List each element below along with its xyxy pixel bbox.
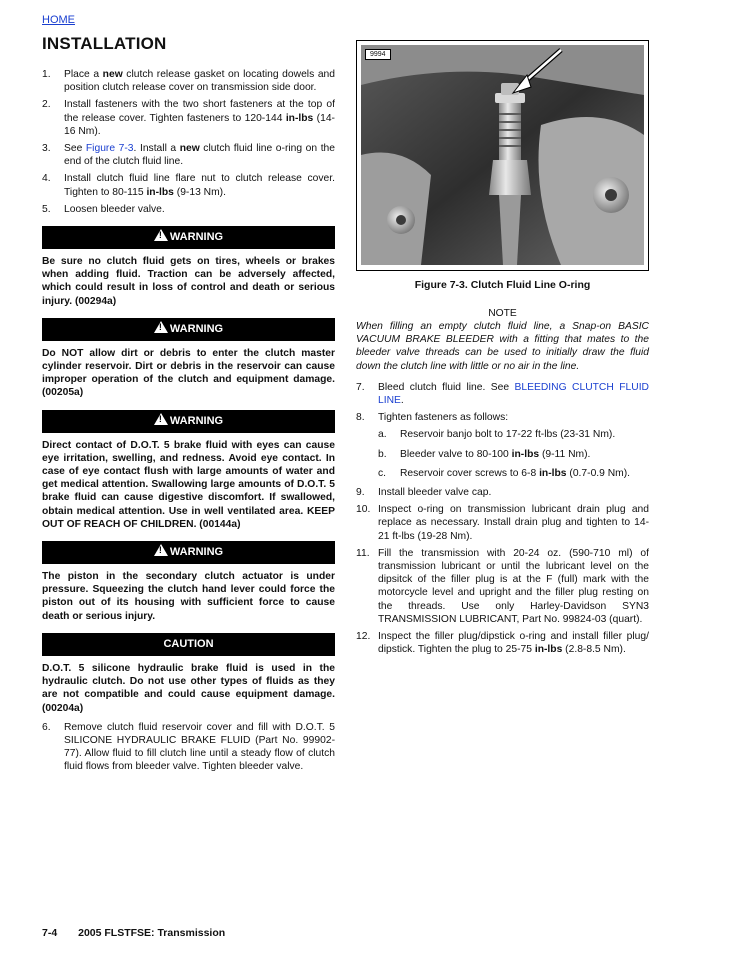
procedure-step xyxy=(378,467,649,480)
warning-triangle-icon: ! xyxy=(154,544,168,556)
step-text: See Figure 7-3. Install a new clutch fluid line o-ring on the end of the clutch fluid line. xyxy=(64,143,336,168)
step-text: Reservoir banjo bolt to 17-22 ft-lbs (23-31 Nm). xyxy=(400,429,616,441)
procedure-step xyxy=(378,428,649,441)
procedure-step xyxy=(42,172,335,198)
warning-triangle-icon: ! xyxy=(154,229,168,241)
procedure-step xyxy=(356,486,649,499)
warning-text: The piston in the secondary clutch actuator is under pressure. Squeezing the clutch hand lever could force the piston out of its housing with sufficient force to cause death or serious injury. xyxy=(42,571,335,622)
warning-text: Direct contact of D.O.T. 5 brake fluid with eyes can cause eye irritation, swelling, and redness. Avoid eye contact. In case of eye contact flush with large amounts of water and get medical attention. Swallowing large amounts of D.O.T. 5 brake fluid can cause digestive discomfort. If swallowed, obtain medical attention. Use in well ventilated area. KEEP OUT OF REACH OF CHILDREN. (00144a) xyxy=(42,439,335,530)
warnings-block xyxy=(42,226,335,623)
step-number: 10. xyxy=(356,504,371,516)
steps-list-3 xyxy=(356,486,649,656)
step-number: c. xyxy=(378,467,387,479)
procedure-step xyxy=(42,203,335,216)
figure-id-label: 9994 xyxy=(365,49,391,60)
home-link[interactable]: HOME xyxy=(42,14,75,26)
step-text: Install clutch fluid line flare nut to clutch release cover. Tighten to 80-115 in-lbs (9-13 Nm). xyxy=(64,173,335,198)
figure-7-3 xyxy=(356,40,649,271)
step-text: Bleeder valve to 80-100 in-lbs (9-11 Nm). xyxy=(400,448,591,460)
caution-text: D.O.T. 5 silicone hydraulic brake fluid is used in the hydraulic clutch. Do not use other types of fluids as they are not compatible and could cause equipment damage. (00204a) xyxy=(42,662,335,714)
warning-text: Be sure no clutch fluid gets on tires, wheels or brakes when adding fluid. Traction can be adversely affected, which could result in loss of control and death or serious injury. (00294a) xyxy=(42,256,335,307)
steps-list-2 xyxy=(356,381,649,425)
step-number: 2. xyxy=(42,99,51,111)
warning-label: WARNING xyxy=(169,414,224,427)
page-footer xyxy=(42,927,243,939)
procedure-step xyxy=(356,411,649,424)
note-text: When filling an empty clutch fluid line, a Snap-on BASIC VACUUM BRAKE BLEEDER with a fitting that mates to the bleeder valve threads can be used to initially draw the fluid down the clutch line with little or no air in the line. xyxy=(356,321,649,372)
procedure-step xyxy=(42,142,335,168)
step-number: b. xyxy=(378,448,387,460)
clutch-line-photo xyxy=(361,45,644,265)
step-text: Tighten fasteners as follows: xyxy=(378,412,509,424)
step-text: Inspect the filler plug/dipstick o-ring and install filler plug/ dipstick. Tighten the plug to 25-75 in-lbs (2.8-8.5 Nm). xyxy=(378,631,649,656)
warning-label: WARNING xyxy=(169,231,224,244)
warning-label: WARNING xyxy=(169,546,224,559)
footer-doc-title: 2005 FLSTFSE: Transmission xyxy=(78,927,226,939)
procedure-step xyxy=(378,448,649,461)
warning-bar xyxy=(42,226,335,249)
step-text: Bleed clutch fluid line. See BLEEDING CLUTCH FLUID LINE. xyxy=(378,381,649,407)
step-text: Remove clutch fluid reservoir cover and fill with D.O.T. 5 SILICONE HYDRAULIC BRAKE FLUID (Part No. 99902-77). Allow fluid to fill clutch line until a steady flow of clutch fluid flows from bleeder valve. Tighten bleeder valve. xyxy=(64,721,335,773)
steps-list xyxy=(42,68,335,216)
step-number: 11. xyxy=(356,547,370,559)
step-text: Fill the transmission with 20-24 oz. (590-710 ml) of transmission lubricant or until the lubricant level on the dipsitck of the filler plug is at the F (full) mark with the motorcycle level and upright and the filler plug resting on the threads. Use only Harley-Davidson SYN3 TRANSMISSION LUBRICANT, Part No. 99824-03 (quart). xyxy=(378,547,649,625)
warning-label: WARNING xyxy=(169,322,224,335)
procedure-step xyxy=(356,630,649,656)
step-number: 7. xyxy=(356,381,365,393)
step-number: 12. xyxy=(356,631,371,643)
procedure-step xyxy=(42,721,335,774)
note-label: NOTE xyxy=(488,308,517,319)
warning-bar xyxy=(42,541,335,564)
step-text: Reservoir cover screws to 6-8 in-lbs (0.7-0.9 Nm). xyxy=(400,467,631,479)
step-number: 5. xyxy=(42,203,51,215)
procedure-step xyxy=(356,381,649,407)
warning-bar xyxy=(42,318,335,341)
step-6 xyxy=(42,721,335,774)
caution-bar xyxy=(42,633,335,656)
step-number: 3. xyxy=(42,143,51,155)
step-number: 1. xyxy=(42,69,51,80)
procedure-step xyxy=(356,547,649,626)
warning-triangle-icon: ! xyxy=(154,413,168,425)
warning-text: Do NOT allow dirt or debris to enter the clutch master cylinder reservoir. Dirt or debris in the reservoir can cause improper operation of the clutch and equipment damage. (00205a) xyxy=(42,347,335,399)
step-number: 8. xyxy=(356,412,365,424)
procedure-step xyxy=(356,503,649,543)
procedure-step xyxy=(42,68,335,94)
step-number: 6. xyxy=(42,721,51,733)
step-text: Place a new clutch release gasket on locating dowels and position clutch release cover on transmission side door. xyxy=(64,69,335,94)
footer-page-number: 7-4 xyxy=(42,927,58,939)
step-number: a. xyxy=(378,429,387,441)
substeps-list xyxy=(356,428,649,480)
warning-triangle-icon: ! xyxy=(154,321,168,333)
figure-caption: Figure 7-3. Clutch Fluid Line O-ring xyxy=(414,279,591,291)
page-title: INSTALLATION xyxy=(42,34,167,53)
right-column xyxy=(356,40,649,660)
procedure-step xyxy=(42,98,335,138)
step-text: Loosen bleeder valve. xyxy=(64,203,165,215)
step-text: Install fasteners with the two short fasteners at the top of the release cover. Tighten fasteners to 120-144 in-lbs (14-16 Nm). xyxy=(64,99,335,137)
left-column xyxy=(42,68,335,778)
step-number: 9. xyxy=(356,487,365,499)
step-text: Inspect o-ring on transmission lubricant drain plug and replace as necessary. Install drain plug and tighten to 14-21 ft-lbs (19-28 Nm). xyxy=(378,504,649,542)
warning-bar xyxy=(42,410,335,433)
caution-label: CAUTION xyxy=(163,637,214,650)
step-text: Install bleeder valve cap. xyxy=(378,487,492,499)
step-number: 4. xyxy=(42,173,51,185)
